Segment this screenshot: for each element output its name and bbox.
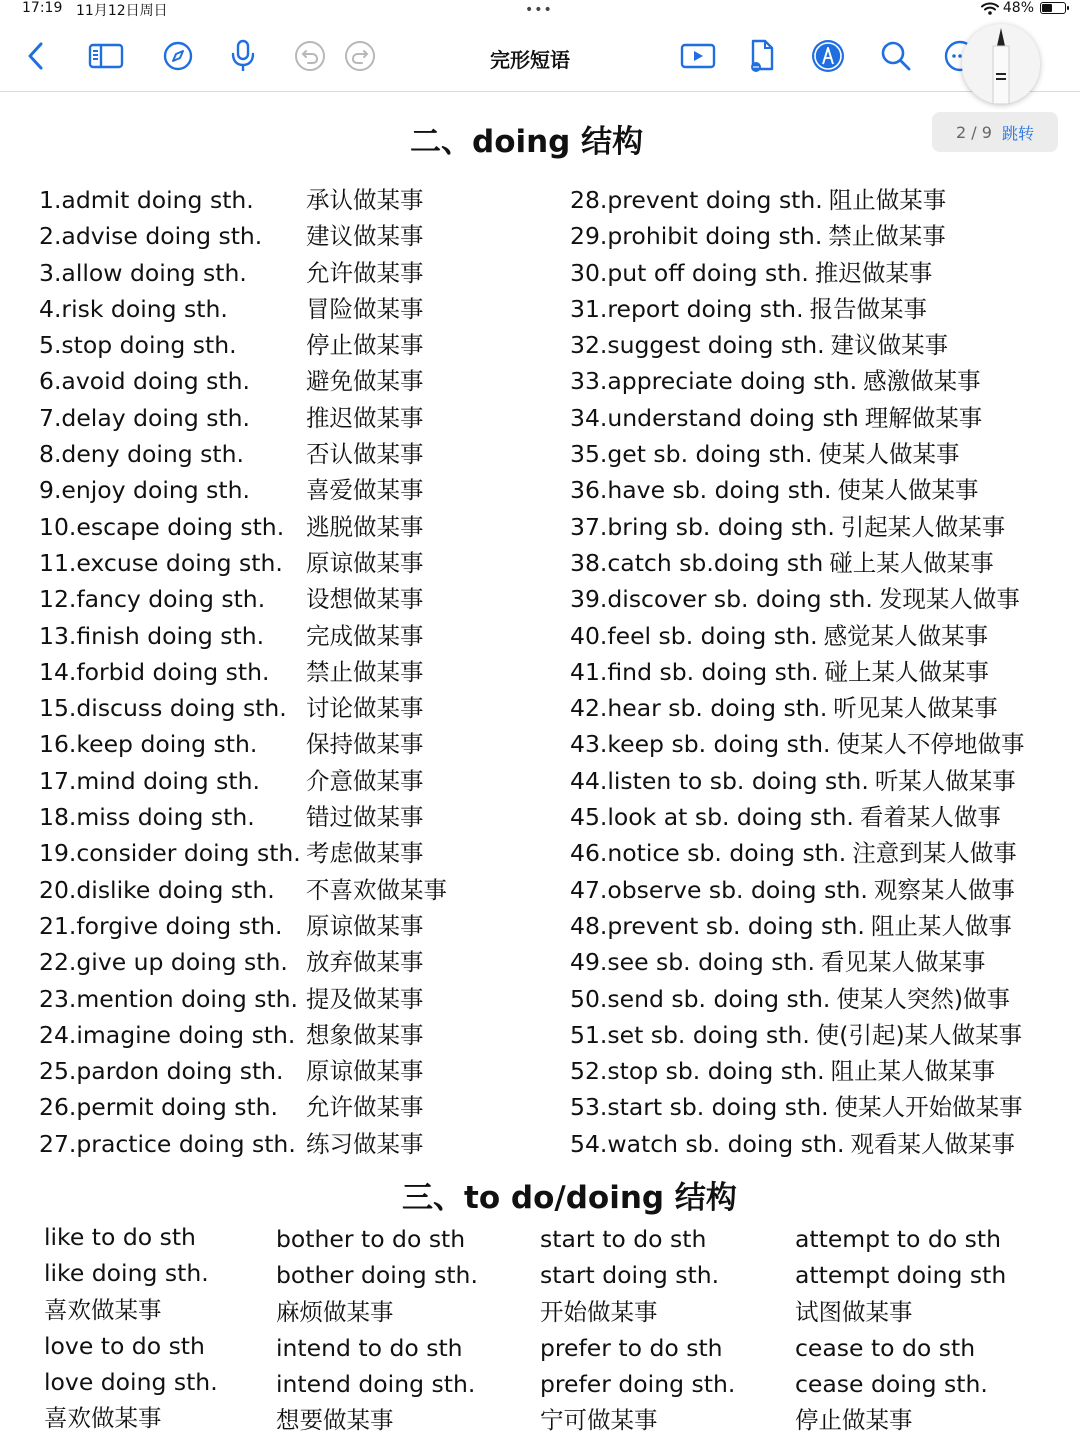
- phrase-english: 39.discover sb. doing sth.: [570, 585, 873, 614]
- phrase-row: [570, 619, 1024, 655]
- phrase-row: [570, 945, 1024, 981]
- phrase-chinese: 冒险做某事: [306, 294, 424, 323]
- phrase-chinese: 阻止某人做某事: [830, 1057, 996, 1086]
- phrase-line: like to do sth: [44, 1223, 196, 1251]
- phrase-chinese: 发现某人做事: [878, 585, 1020, 614]
- phrase-chinese: 听某人做某事: [874, 766, 1016, 795]
- phrase-chinese: 保持做某事: [306, 730, 424, 759]
- phrase-english: 37.bring sb. doing sth.: [570, 512, 835, 541]
- page-indicator[interactable]: [932, 112, 1058, 152]
- phrase-line: prefer doing sth.: [540, 1370, 736, 1399]
- phrase-row: [570, 800, 1024, 836]
- phrase-group-1: [44, 1220, 218, 1438]
- phrase-english: 4.risk doing sth.: [39, 294, 228, 323]
- phrase-row: [570, 582, 1024, 618]
- phrase-chinese: 介意做某事: [306, 766, 424, 795]
- phrase-chinese: 使某人做某事: [818, 440, 960, 469]
- phrase-chinese: 使某人做某事: [837, 476, 979, 505]
- phrase-english: 17.mind doing sth.: [39, 766, 261, 795]
- phrase-english: 54.watch sb. doing sth.: [570, 1129, 845, 1158]
- phrase-english: 15.discuss doing sth.: [39, 694, 287, 723]
- phrase-row: [570, 1054, 1024, 1090]
- phrase-chinese: 练习做某事: [306, 1129, 424, 1158]
- search-icon[interactable]: [876, 36, 916, 76]
- phrase-chinese: 喜爱做某事: [306, 476, 424, 505]
- status-bar: [0, 0, 1080, 22]
- phrase-english: 25.pardon doing sth.: [39, 1057, 284, 1086]
- phrase-row: [570, 1127, 1024, 1163]
- sidebar-icon[interactable]: [86, 36, 126, 76]
- phrase-english: 47.observe sb. doing sth.: [570, 875, 868, 904]
- phrase-line: prefer to do sth: [540, 1333, 723, 1362]
- battery-icon: [1040, 2, 1066, 14]
- phrase-chinese: 碰上某人做某事: [829, 548, 994, 577]
- phrase-english: 30.put off doing sth.: [570, 258, 809, 287]
- phrase-row: [570, 873, 1024, 909]
- phrase-chinese: 逃脱做某事: [306, 512, 424, 541]
- phrase-english: 45.look at sb. doing sth.: [570, 803, 854, 832]
- phrase-english: 24.imagine doing sth.: [39, 1020, 296, 1049]
- phrase-english: 1.admit doing sth.: [39, 186, 254, 214]
- phrase-row: [570, 256, 1024, 292]
- phrase-english: 34.understand doing sth: [570, 403, 859, 432]
- phrase-chinese: 碰上某人做某事: [824, 657, 989, 686]
- phrase-line: 想要做某事: [276, 1406, 394, 1435]
- phrase-line: start to do sth: [540, 1225, 707, 1253]
- phrase-line: bother to do sth: [276, 1225, 466, 1253]
- status-date: 11月12日周日: [76, 3, 168, 19]
- phrase-english: 3.allow doing sth.: [39, 258, 247, 287]
- phrase-row: [570, 909, 1024, 945]
- phrase-english: 49.see sb. doing sth.: [570, 948, 816, 977]
- phrase-english: 52.stop sb. doing sth.: [570, 1057, 825, 1086]
- play-icon[interactable]: [678, 36, 718, 76]
- phrase-english: 29.prohibit doing sth.: [570, 222, 823, 251]
- phrase-chinese: 使某人开始做某事: [834, 1093, 1023, 1122]
- phrase-chinese: 不喜欢做某事: [306, 875, 447, 904]
- phrase-english: 26.permit doing sth.: [39, 1093, 279, 1122]
- phrase-row: [570, 401, 1024, 437]
- toolbar: [0, 22, 1080, 92]
- phrase-chinese: 允许做某事: [306, 1093, 424, 1122]
- phrase-english: 46.notice sb. doing sth.: [570, 839, 847, 868]
- phrase-line: cease doing sth.: [795, 1370, 988, 1399]
- phrase-english: 44.listen to sb. doing sth.: [570, 766, 869, 795]
- phrase-english: 16.keep doing sth.: [39, 730, 258, 759]
- phrase-chinese: 停止做某事: [306, 331, 424, 360]
- phrase-english: 31.report doing sth.: [570, 294, 804, 323]
- phrase-english: 19.consider doing sth.: [39, 839, 301, 868]
- phrase-row: [570, 364, 1024, 400]
- phrase-row: [570, 655, 1024, 691]
- phrase-row: [570, 437, 1024, 473]
- pen-tool-icon[interactable]: [808, 36, 848, 76]
- phrase-row: [570, 691, 1024, 727]
- phrase-english: 12.fancy doing sth.: [39, 585, 266, 614]
- phrase-chinese: 引起某人做某事: [840, 512, 1006, 541]
- phrase-english: 36.have sb. doing sth.: [570, 476, 832, 505]
- phrase-row: [570, 982, 1024, 1018]
- phrase-group-4: [795, 1222, 1006, 1440]
- phrase-chinese: 使某人突然)做事: [836, 984, 1011, 1013]
- phrase-row: [570, 727, 1024, 763]
- phrase-line: cease to do sth: [795, 1333, 976, 1362]
- phrase-line: 麻烦做某事: [276, 1297, 394, 1326]
- phrase-line: intend to do sth: [276, 1333, 463, 1362]
- phrase-chinese: 建议做某事: [830, 331, 949, 360]
- phrase-english: 2.advise doing sth.: [39, 222, 263, 251]
- phrase-chinese: 讨论做某事: [306, 694, 424, 723]
- phrase-chinese: 提及做某事: [306, 984, 424, 1013]
- phrase-line: love to do sth: [44, 1331, 205, 1360]
- phrase-chinese: 观看某人做某事: [850, 1129, 1016, 1158]
- phrase-english: 11.excuse doing sth.: [39, 548, 283, 577]
- phrase-line: start doing sth.: [540, 1261, 720, 1290]
- phrase-english: 35.get sb. doing sth.: [570, 440, 813, 469]
- phrase-english: 41.find sb. doing sth.: [570, 657, 819, 686]
- phrase-chinese: 阻止做某事: [828, 186, 947, 214]
- phrase-chinese: 原谅做某事: [306, 548, 424, 577]
- phrase-line: 停止做某事: [795, 1406, 913, 1435]
- phrase-chinese: 观察某人做事: [873, 875, 1015, 904]
- phrase-line: attempt to do sth: [795, 1225, 1001, 1253]
- phrase-english: 51.set sb. doing sth.: [570, 1020, 810, 1049]
- phrase-row: [570, 473, 1024, 509]
- phrase-row: [570, 219, 1024, 255]
- phrase-line: like doing sth.: [44, 1259, 209, 1288]
- phrase-row: [570, 1018, 1024, 1054]
- phrase-english: 5.stop doing sth.: [39, 331, 237, 360]
- phrase-chinese: 否认做某事: [306, 440, 424, 469]
- redo-icon[interactable]: [340, 36, 380, 76]
- phrase-group-2: [276, 1222, 478, 1440]
- phrase-english: 20.dislike doing sth.: [39, 875, 275, 904]
- document-icon[interactable]: [743, 36, 783, 76]
- phrase-chinese: 禁止做某事: [306, 657, 424, 686]
- phrase-chinese: 原谅做某事: [306, 1057, 424, 1086]
- phrase-row: [570, 1090, 1024, 1126]
- phrase-chinese: 想象做某事: [306, 1020, 424, 1049]
- phrase-english: 13.finish doing sth.: [39, 621, 265, 650]
- compass-icon[interactable]: [158, 36, 198, 76]
- phrase-chinese: 使某人不停地做事: [836, 730, 1025, 759]
- phrase-chinese: 建议做某事: [306, 222, 424, 251]
- phrase-chinese: 承认做某事: [306, 186, 424, 214]
- phrase-english: 48.prevent sb. doing sth.: [570, 911, 865, 940]
- phrase-chinese: 报告做某事: [809, 294, 928, 323]
- phrase-line: 喜欢做某事: [44, 1295, 162, 1324]
- phrase-english: 9.enjoy doing sth.: [39, 476, 250, 505]
- phrase-group-3: [540, 1222, 735, 1440]
- phrase-chinese: 理解做某事: [864, 403, 983, 432]
- pencil-tool-icon[interactable]: [962, 24, 1040, 104]
- phrase-row: [570, 328, 1024, 364]
- phrase-chinese: 放弃做某事: [306, 948, 424, 977]
- section-title-doing: 二、doing 结构: [410, 124, 644, 160]
- phrase-chinese: 完成做某事: [306, 621, 424, 650]
- phrase-line: 喜欢做某事: [44, 1404, 162, 1433]
- phrase-row: [570, 510, 1024, 546]
- phrase-line: 宁可做某事: [540, 1406, 658, 1435]
- phrase-english: 21.forgive doing sth.: [39, 911, 283, 940]
- phrase-line: attempt doing sth: [795, 1261, 1007, 1290]
- phrase-chinese: 注意到某人做事: [852, 839, 1017, 868]
- phrase-line: bother doing sth.: [276, 1261, 478, 1290]
- wifi-icon: [981, 2, 999, 15]
- phrase-row: [570, 836, 1024, 872]
- phrase-chinese: 推迟做某事: [306, 403, 424, 432]
- phrase-english: 6.avoid doing sth.: [39, 367, 250, 396]
- phrase-english: 22.give up doing sth.: [39, 948, 288, 977]
- phrase-english: 8.deny doing sth.: [39, 440, 244, 469]
- phrase-chinese: 避免做某事: [306, 367, 424, 396]
- phrase-english: 32.suggest doing sth.: [570, 331, 825, 360]
- phrase-line: intend doing sth.: [276, 1370, 476, 1399]
- phrase-chinese: 推迟做某事: [814, 258, 933, 287]
- phrase-chinese: 允许做某事: [306, 258, 424, 287]
- phrase-chinese: 看见某人做某事: [821, 948, 986, 977]
- phrase-english: 28.prevent doing sth.: [570, 186, 823, 214]
- phrase-english: 18.miss doing sth.: [39, 803, 255, 832]
- phrase-chinese: 感激做某事: [863, 367, 981, 396]
- phrase-english: 23.mention doing sth.: [39, 984, 299, 1013]
- phrase-row: [570, 292, 1024, 328]
- page-number: 2 / 9: [956, 122, 992, 142]
- phrase-row: [570, 764, 1024, 800]
- phrase-line: 开始做某事: [540, 1297, 658, 1326]
- microphone-icon[interactable]: [223, 36, 263, 76]
- phrase-list-right: [570, 183, 1024, 1163]
- multitask-dots-icon[interactable]: •••: [525, 2, 553, 18]
- phrase-english: 43.keep sb. doing sth.: [570, 730, 831, 759]
- phrase-chinese: 原谅做某事: [306, 911, 424, 940]
- section-title-todo-doing: 三、to do/doing 结构: [402, 1180, 737, 1216]
- undo-icon[interactable]: [290, 36, 330, 76]
- phrase-english: 27.practice doing sth.: [39, 1129, 296, 1158]
- phrase-line: love doing sth.: [44, 1368, 218, 1397]
- phrase-english: 50.send sb. doing sth.: [570, 984, 831, 1013]
- jump-button[interactable]: 跳转: [1001, 123, 1034, 143]
- battery-percent: 48%: [1002, 0, 1034, 16]
- phrase-row: [570, 546, 1024, 582]
- document-title: 完形短语: [490, 48, 570, 72]
- phrase-english: 42.hear sb. doing sth.: [570, 694, 828, 723]
- phrase-chinese: 阻止某人做事: [870, 911, 1012, 940]
- phrase-english: 10.escape doing sth.: [39, 512, 285, 541]
- phrase-chinese: 使(引起)某人做某事: [815, 1020, 1023, 1049]
- phrase-chinese: 听见某人做某事: [833, 694, 998, 723]
- phrase-english: 33.appreciate doing sth.: [570, 367, 858, 396]
- phrase-chinese: 设想做某事: [306, 585, 424, 614]
- phrase-english: 40.feel sb. doing sth.: [570, 621, 818, 650]
- phrase-chinese: 错过做某事: [306, 803, 424, 832]
- phrase-english: 38.catch sb.doing sth: [570, 548, 824, 577]
- phrase-row: [570, 183, 1024, 219]
- back-icon[interactable]: [16, 36, 56, 76]
- phrase-chinese: 考虑做某事: [306, 839, 424, 868]
- phrase-english: 14.forbid doing sth.: [39, 657, 270, 686]
- phrase-chinese: 感觉某人做某事: [823, 621, 989, 650]
- phrase-chinese: 禁止做某事: [828, 222, 946, 251]
- phrase-english: 7.delay doing sth.: [39, 403, 251, 432]
- phrase-line: 试图做某事: [795, 1297, 913, 1326]
- status-time: 17:19: [22, 0, 63, 16]
- phrase-chinese: 看着某人做事: [859, 803, 1001, 832]
- phrase-english: 53.start sb. doing sth.: [570, 1093, 829, 1122]
